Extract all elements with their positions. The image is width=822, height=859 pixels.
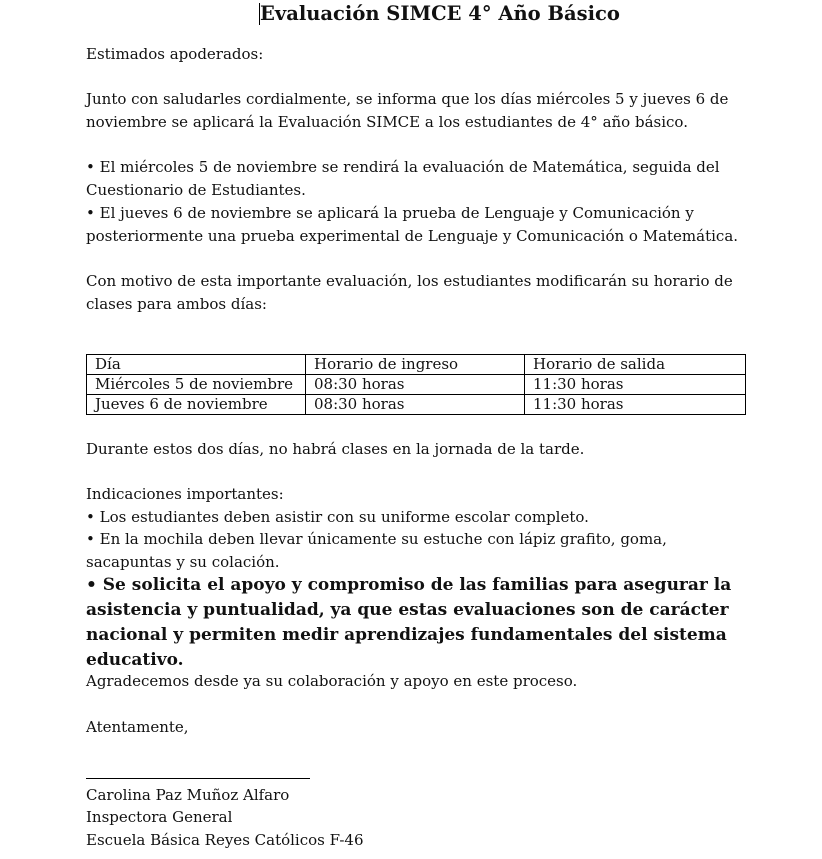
header-cell: Horario de salida xyxy=(525,355,746,375)
table-cell: 08:30 horas xyxy=(306,395,525,415)
table-cell: 11:30 horas xyxy=(525,395,746,415)
table-header-row xyxy=(87,355,746,375)
signature-role: Inspectora General xyxy=(86,808,233,826)
bullet-thursday: • El jueves 6 de noviembre se aplicará la prueba de Lenguaje y Comunicación y posteriormente una prueba experimental de Lenguaje y Comunicación o Matemática. xyxy=(86,204,739,245)
thanks: Agradecemos desde ya su colaboración y apoyo en este proceso. xyxy=(86,672,578,690)
table-row xyxy=(87,395,746,415)
bullet-wednesday: • El miércoles 5 de noviembre se rendirá la evaluación de Matemática, seguida del Cuestionario de Estudiantes. xyxy=(86,158,720,199)
table-cell: Miércoles 5 de noviembre xyxy=(87,375,306,395)
document-title: Evaluación SIMCE 4° Año Básico xyxy=(260,2,620,25)
table-cell: 11:30 horas xyxy=(525,375,746,395)
closing: Atentamente, xyxy=(86,718,189,736)
schedule-intro: Con motivo de esta importante evaluación, los estudiantes modificarán su horario de clases para ambos días: xyxy=(86,272,733,313)
bold-request: • Se solicita el apoyo y compromiso de las familias para asegurar la asistencia y puntualidad, ya que estas evaluaciones son de carácter nacional y permiten medir aprendizajes fundamentales del sistema educativo. xyxy=(86,575,732,670)
indications-heading: Indicaciones importantes: xyxy=(86,485,284,503)
table-cell: Jueves 6 de noviembre xyxy=(87,395,306,415)
afternoon-note: Durante estos dos días, no habrá clases en la jornada de la tarde. xyxy=(86,440,585,458)
signature-name: Carolina Paz Muñoz Alfaro xyxy=(86,786,290,804)
table-row xyxy=(87,375,746,395)
indication-backpack: • En la mochila deben llevar únicamente su estuche con lápiz grafito, goma, sacapuntas y su colación. xyxy=(86,530,667,571)
header-cell: Día xyxy=(87,355,306,375)
signature-line xyxy=(86,778,310,779)
indication-uniform: • Los estudiantes deben asistir con su uniforme escolar completo. xyxy=(86,508,589,526)
schedule-table xyxy=(86,354,746,415)
table-cell: 08:30 horas xyxy=(306,375,525,395)
signature-school: Escuela Básica Reyes Católicos F-46 xyxy=(86,831,364,849)
header-cell: Horario de ingreso xyxy=(306,355,525,375)
intro-paragraph: Junto con saludarles cordialmente, se informa que los días miércoles 5 y jueves 6 de noviembre se aplicará la Evaluación SIMCE a los estudiantes de 4° año básico. xyxy=(86,90,729,131)
greeting: Estimados apoderados: xyxy=(86,45,264,63)
